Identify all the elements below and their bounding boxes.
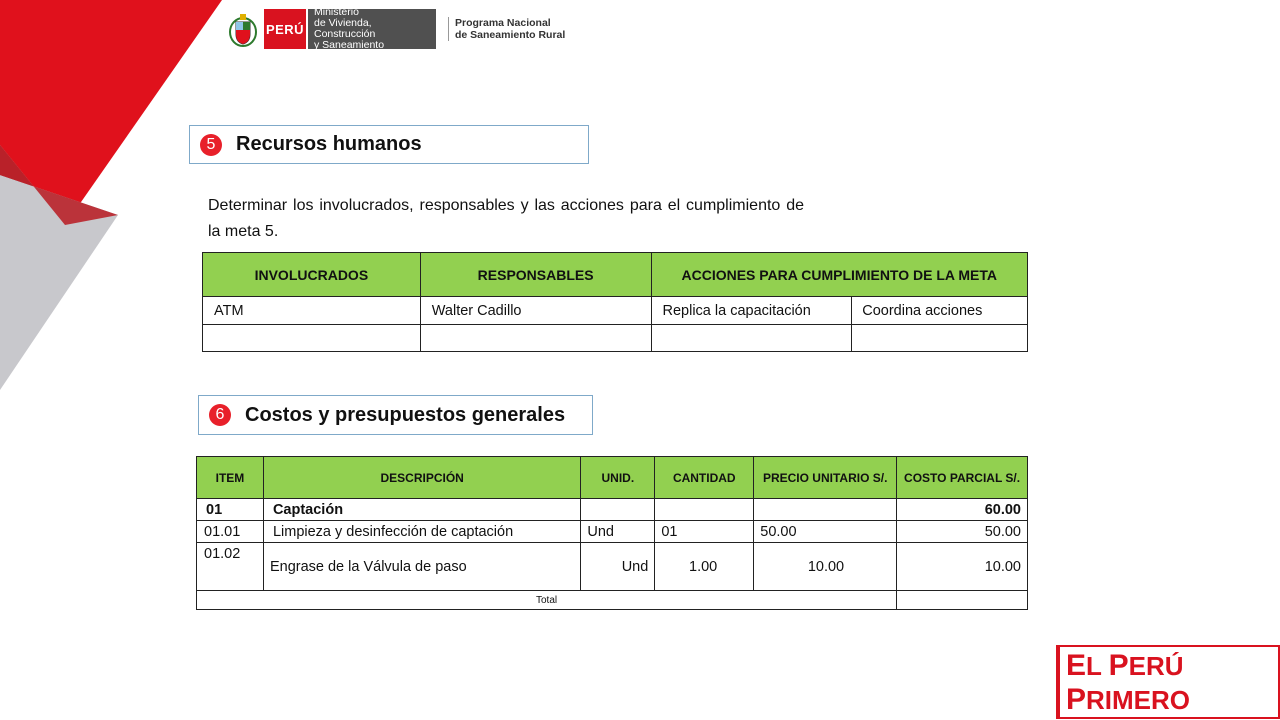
table-row: [203, 297, 1028, 325]
table-cell: 10.00: [754, 543, 897, 591]
cost-table: [196, 456, 1028, 610]
program-label: Programa Nacional de Saneamiento Rural: [448, 17, 565, 41]
column-header: INVOLUCRADOS: [203, 253, 421, 297]
column-header: COSTO PARCIAL S/.: [897, 457, 1028, 499]
table-cell: [420, 325, 651, 352]
table-cell: Coordina acciones: [852, 297, 1028, 325]
section-title: Recursos humanos: [236, 133, 422, 155]
table-cell: 60.00: [897, 499, 1028, 521]
table-cell: 01.01: [197, 521, 264, 543]
table-row: [203, 325, 1028, 352]
table-cell: Engrase de la Válvula de paso: [263, 543, 580, 591]
table-cell: 50.00: [754, 521, 897, 543]
brand-text: EL PERÚ PRIMERO: [1056, 645, 1280, 719]
table-cell: 1.00: [655, 543, 754, 591]
column-header: ACCIONES PARA CUMPLIMIENTO DE LA META: [651, 253, 1028, 297]
table-header-row: [203, 253, 1028, 297]
column-header: ITEM: [197, 457, 264, 499]
total-label: Total: [197, 591, 897, 610]
human-resources-table: [202, 252, 1028, 352]
column-header: RESPONSABLES: [420, 253, 651, 297]
table-header-row: [197, 457, 1028, 499]
table-cell: [655, 499, 754, 521]
column-header: CANTIDAD: [655, 457, 754, 499]
table-cell: Und: [581, 543, 655, 591]
column-header: UNID.: [581, 457, 655, 499]
section-5-header: [189, 125, 589, 164]
section-number-badge: 5: [200, 134, 222, 156]
column-header: DESCRIPCIÓN: [263, 457, 580, 499]
table-cell: 10.00: [897, 543, 1028, 591]
section-5-intro: Determinar los involucrados, responsables y las acciones para el cumplimiento de la meta 5.: [208, 197, 804, 240]
column-header: PRECIO UNITARIO S/.: [754, 457, 897, 499]
table-cell: Limpieza y desinfección de captación: [263, 521, 580, 543]
table-cell: [754, 499, 897, 521]
brand-logo: [1056, 649, 1280, 716]
section-6-header: [198, 395, 593, 435]
table-cell: 01: [197, 499, 264, 521]
table-cell: 50.00: [897, 521, 1028, 543]
coat-of-arms-icon: [228, 10, 258, 48]
section-number-badge: 6: [209, 404, 231, 426]
table-cell: Replica la capacitación: [651, 297, 852, 325]
table-cell: Captación: [263, 499, 580, 521]
total-value: [897, 591, 1028, 610]
table-cell: [651, 325, 852, 352]
table-cell: [852, 325, 1028, 352]
table-cell: [581, 499, 655, 521]
table-cell: Und: [581, 521, 655, 543]
table-cell: ATM: [203, 297, 421, 325]
peru-label: PERÚ: [264, 9, 306, 49]
table-cell: Walter Cadillo: [420, 297, 651, 325]
table-cell: 01: [655, 521, 754, 543]
table-cell: 01.02: [197, 543, 264, 591]
header-logos: [228, 8, 565, 50]
table-row: [197, 499, 1028, 521]
table-row: [197, 521, 1028, 543]
table-row: [197, 543, 1028, 591]
total-row: [197, 591, 1028, 610]
ministry-label: Ministerio de Vivienda, Construcción y Saneamiento: [308, 9, 436, 49]
section-title: Costos y presupuestos generales: [245, 403, 566, 426]
table-cell: [203, 325, 421, 352]
